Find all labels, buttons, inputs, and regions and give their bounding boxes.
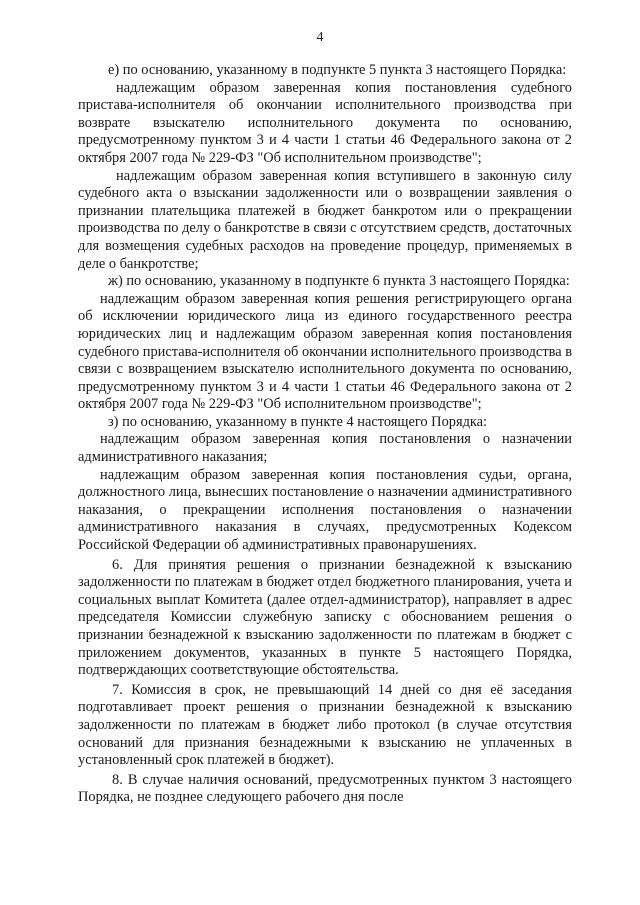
paragraph-zh: ж) по основанию, указанному в подпункте 6 пункта 3 настоящего Порядка: xyxy=(108,273,570,290)
paragraph-e: е) по основанию, указанному в подпункте 5 пункта 3 настоящего Порядка: xyxy=(108,62,567,78)
paragraph-e-item-2: надлежащим образом заверенная копия вступившего в законную силу судебного акта о взыскании задолженности или о возвращении заявления о признании плательщика платежей в бюджет банкротом или о прекращении производства по делу о банкротстве в связи с отсутствием средств, достаточных для возмещения судебных расходов на проведение процедур, применяемых в деле о банкротстве; xyxy=(78,167,572,272)
document-body xyxy=(78,62,572,807)
paragraph-e-item-1: надлежащим образом заверенная копия постановления судебного пристава-исполнителя об окончании исполнительного производства при возврате взыскателю исполнительного документа по основанию, предусмотренному пунктом 3 и 4 части 1 статьи 46 Федерального закона от 2 октября 2007 года № 229-ФЗ "Об исполнительном производстве"; xyxy=(78,79,572,166)
paragraph-z-item-1: надлежащим образом заверенная копия постановления о назначении административного наказания; xyxy=(78,431,572,466)
paragraph-z-item-2: надлежащим образом заверенная копия постановления судьи, органа, должностного лица, вынесших постановление о назначении административного наказания, о прекращении исполнения постановления о назначении административного наказания в случаях, предусмотренных Кодексом Российской Федерации об административных правонарушениях. xyxy=(78,466,572,554)
paragraph-7: 7. Комиссия в срок, не превышающий 14 дней со дня её заседания подготавливает проект решения о признании безнадежной к взысканию задолженности по платежам в бюджет либо протокол (в случае отсутствия оснований для признания безнадежными к взысканию не уплаченных в установленный срок платежей в бюджет). xyxy=(78,681,572,769)
paragraph-z: з) по основанию, указанному в пункте 4 настоящего Порядка: xyxy=(108,413,488,430)
paragraph-8: 8. В случае наличия оснований, предусмотренных пунктом 3 настоящего Порядка, не позднее следующего рабочего дня после xyxy=(78,771,572,806)
paragraph-zh-item-1: надлежащим образом заверенная копия решения регистрирующего органа об исключении юридического лица из единого государственного реестра юридических лиц и надлежащим образом заверенная копия постановления судебного пристава-исполнителя об окончании исполнительного производства в связи с возвращением взыскателю исполнительного документа по основанию, предусмотренному пунктом 3 и 4 части 1 статьи 46 Федерального закона от 2 октября 2007 года № 229-ФЗ "Об исполнительном производстве"; xyxy=(78,290,572,413)
paragraph-6: 6. Для принятия решения о признании безнадежной к взысканию задолженности по платежам в бюджет отдел бюджетного планирования, учета и социальных выплат Комитета (далее отдел-администратор), направляет в адрес председателя Комиссии служебную записку с обоснованием решения о признании безнадежной к взысканию задолженности по платежам в бюджет с приложением документов, указанных в пункте 5 настоящего Порядка, подтверждающих соответствующие обстоятельства. xyxy=(78,556,572,679)
page-number: 4 xyxy=(316,30,324,45)
